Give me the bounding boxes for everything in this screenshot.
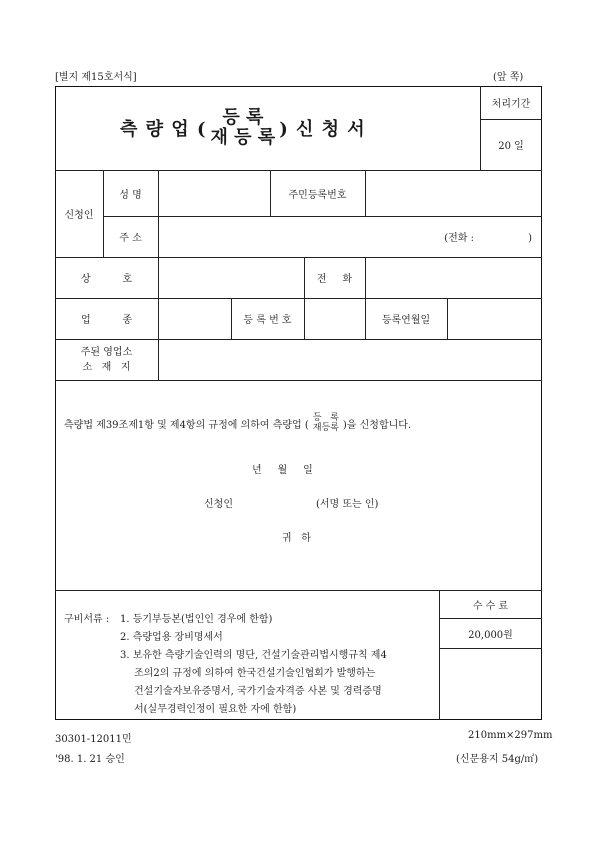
registration-number-label: 등 록 번 호	[243, 315, 292, 326]
processing-label: 처리기간	[491, 99, 531, 110]
applicant-group-label: 신청인	[64, 210, 94, 221]
form-number: [별지 제15호서식]	[55, 72, 137, 83]
address-field[interactable]	[158, 216, 542, 257]
document-item: 1. 등기부등본(법인인 경우에 한함)	[120, 614, 273, 625]
applicant-signature-label: 신청인	[204, 499, 233, 510]
main-office-label-line1: 주된 영업소	[80, 346, 133, 358]
registration-date-label: 등록연월일	[381, 315, 431, 326]
main-office-field[interactable]	[158, 339, 542, 380]
recipient-label: 귀 하	[282, 533, 311, 544]
title-prefix: 측 량 업 (	[120, 119, 207, 140]
business-phone-label: 전 화	[316, 274, 353, 285]
business-phone-field[interactable]	[365, 257, 542, 298]
registration-date-field[interactable]	[447, 298, 542, 339]
form-title	[120, 108, 366, 148]
document-item: 3. 보유한 측량기술인력의 명단, 건설기술관리법시행규칙 제4	[120, 650, 387, 661]
statement-stack-top: 등 록	[312, 413, 339, 423]
title-suffix: ) 신 청 서	[279, 119, 366, 140]
paper-type: (신문용지 54g/㎡)	[456, 754, 539, 765]
trade-name-label: 상 호	[80, 274, 133, 285]
approval-date: '98. 1. 21 승인	[55, 754, 125, 765]
application-date: 년 월 일	[252, 465, 313, 476]
form-code: 30301-12011민	[55, 734, 132, 745]
fee-value: 20,000원	[468, 629, 513, 641]
business-type-field[interactable]	[158, 298, 231, 339]
paper-size: 210mm×297mm	[468, 730, 553, 741]
title-stack	[210, 108, 275, 148]
document-item: 조의2의 규정에 의하여 한국건설기술인협회가 발행하는	[134, 668, 376, 679]
trade-name-field[interactable]	[158, 257, 304, 298]
statement-prefix: 측량법 제39조제1항 및 제4항의 규정에 의하여 측량업 (	[64, 419, 309, 431]
title-stack-top: 등 록	[222, 107, 264, 128]
statement-suffix: )을 신청합니다.	[342, 419, 412, 431]
main-office-label	[55, 339, 158, 380]
application-statement	[64, 413, 411, 433]
document-item: 건설기술자보유증명서, 국가기술자격증 사본 및 경력증명	[134, 686, 382, 697]
divider	[55, 380, 542, 381]
address-label: 주 소	[119, 233, 142, 244]
document-item: 서(실무경력인정이 필요한 자에 한함)	[134, 704, 297, 715]
processing-value: 20 일	[498, 141, 524, 152]
document-item: 2. 측량업용 장비명세서	[120, 632, 223, 643]
fee-label: 수 수 료	[472, 600, 509, 612]
name-field[interactable]	[158, 170, 270, 216]
registration-number-field[interactable]	[304, 298, 365, 339]
page-side-label: (앞 쪽)	[493, 72, 524, 83]
divider	[439, 648, 542, 649]
title-stack-bottom: 재 등 록	[210, 127, 276, 148]
business-type-label: 업 종	[80, 315, 133, 326]
statement-stack	[313, 413, 339, 433]
resident-id-field[interactable]	[365, 170, 542, 216]
phone-hint: (전화 : )	[444, 233, 532, 244]
main-office-label-line2: 소 재 지	[82, 361, 131, 373]
statement-stack-bottom: 재등록	[312, 423, 339, 433]
resident-id-label: 주민등록번호	[288, 189, 347, 201]
name-label: 성 명	[119, 189, 142, 201]
signature-hint: (서명 또는 인)	[316, 499, 379, 510]
documents-lead: 구비서류 :	[64, 614, 110, 625]
